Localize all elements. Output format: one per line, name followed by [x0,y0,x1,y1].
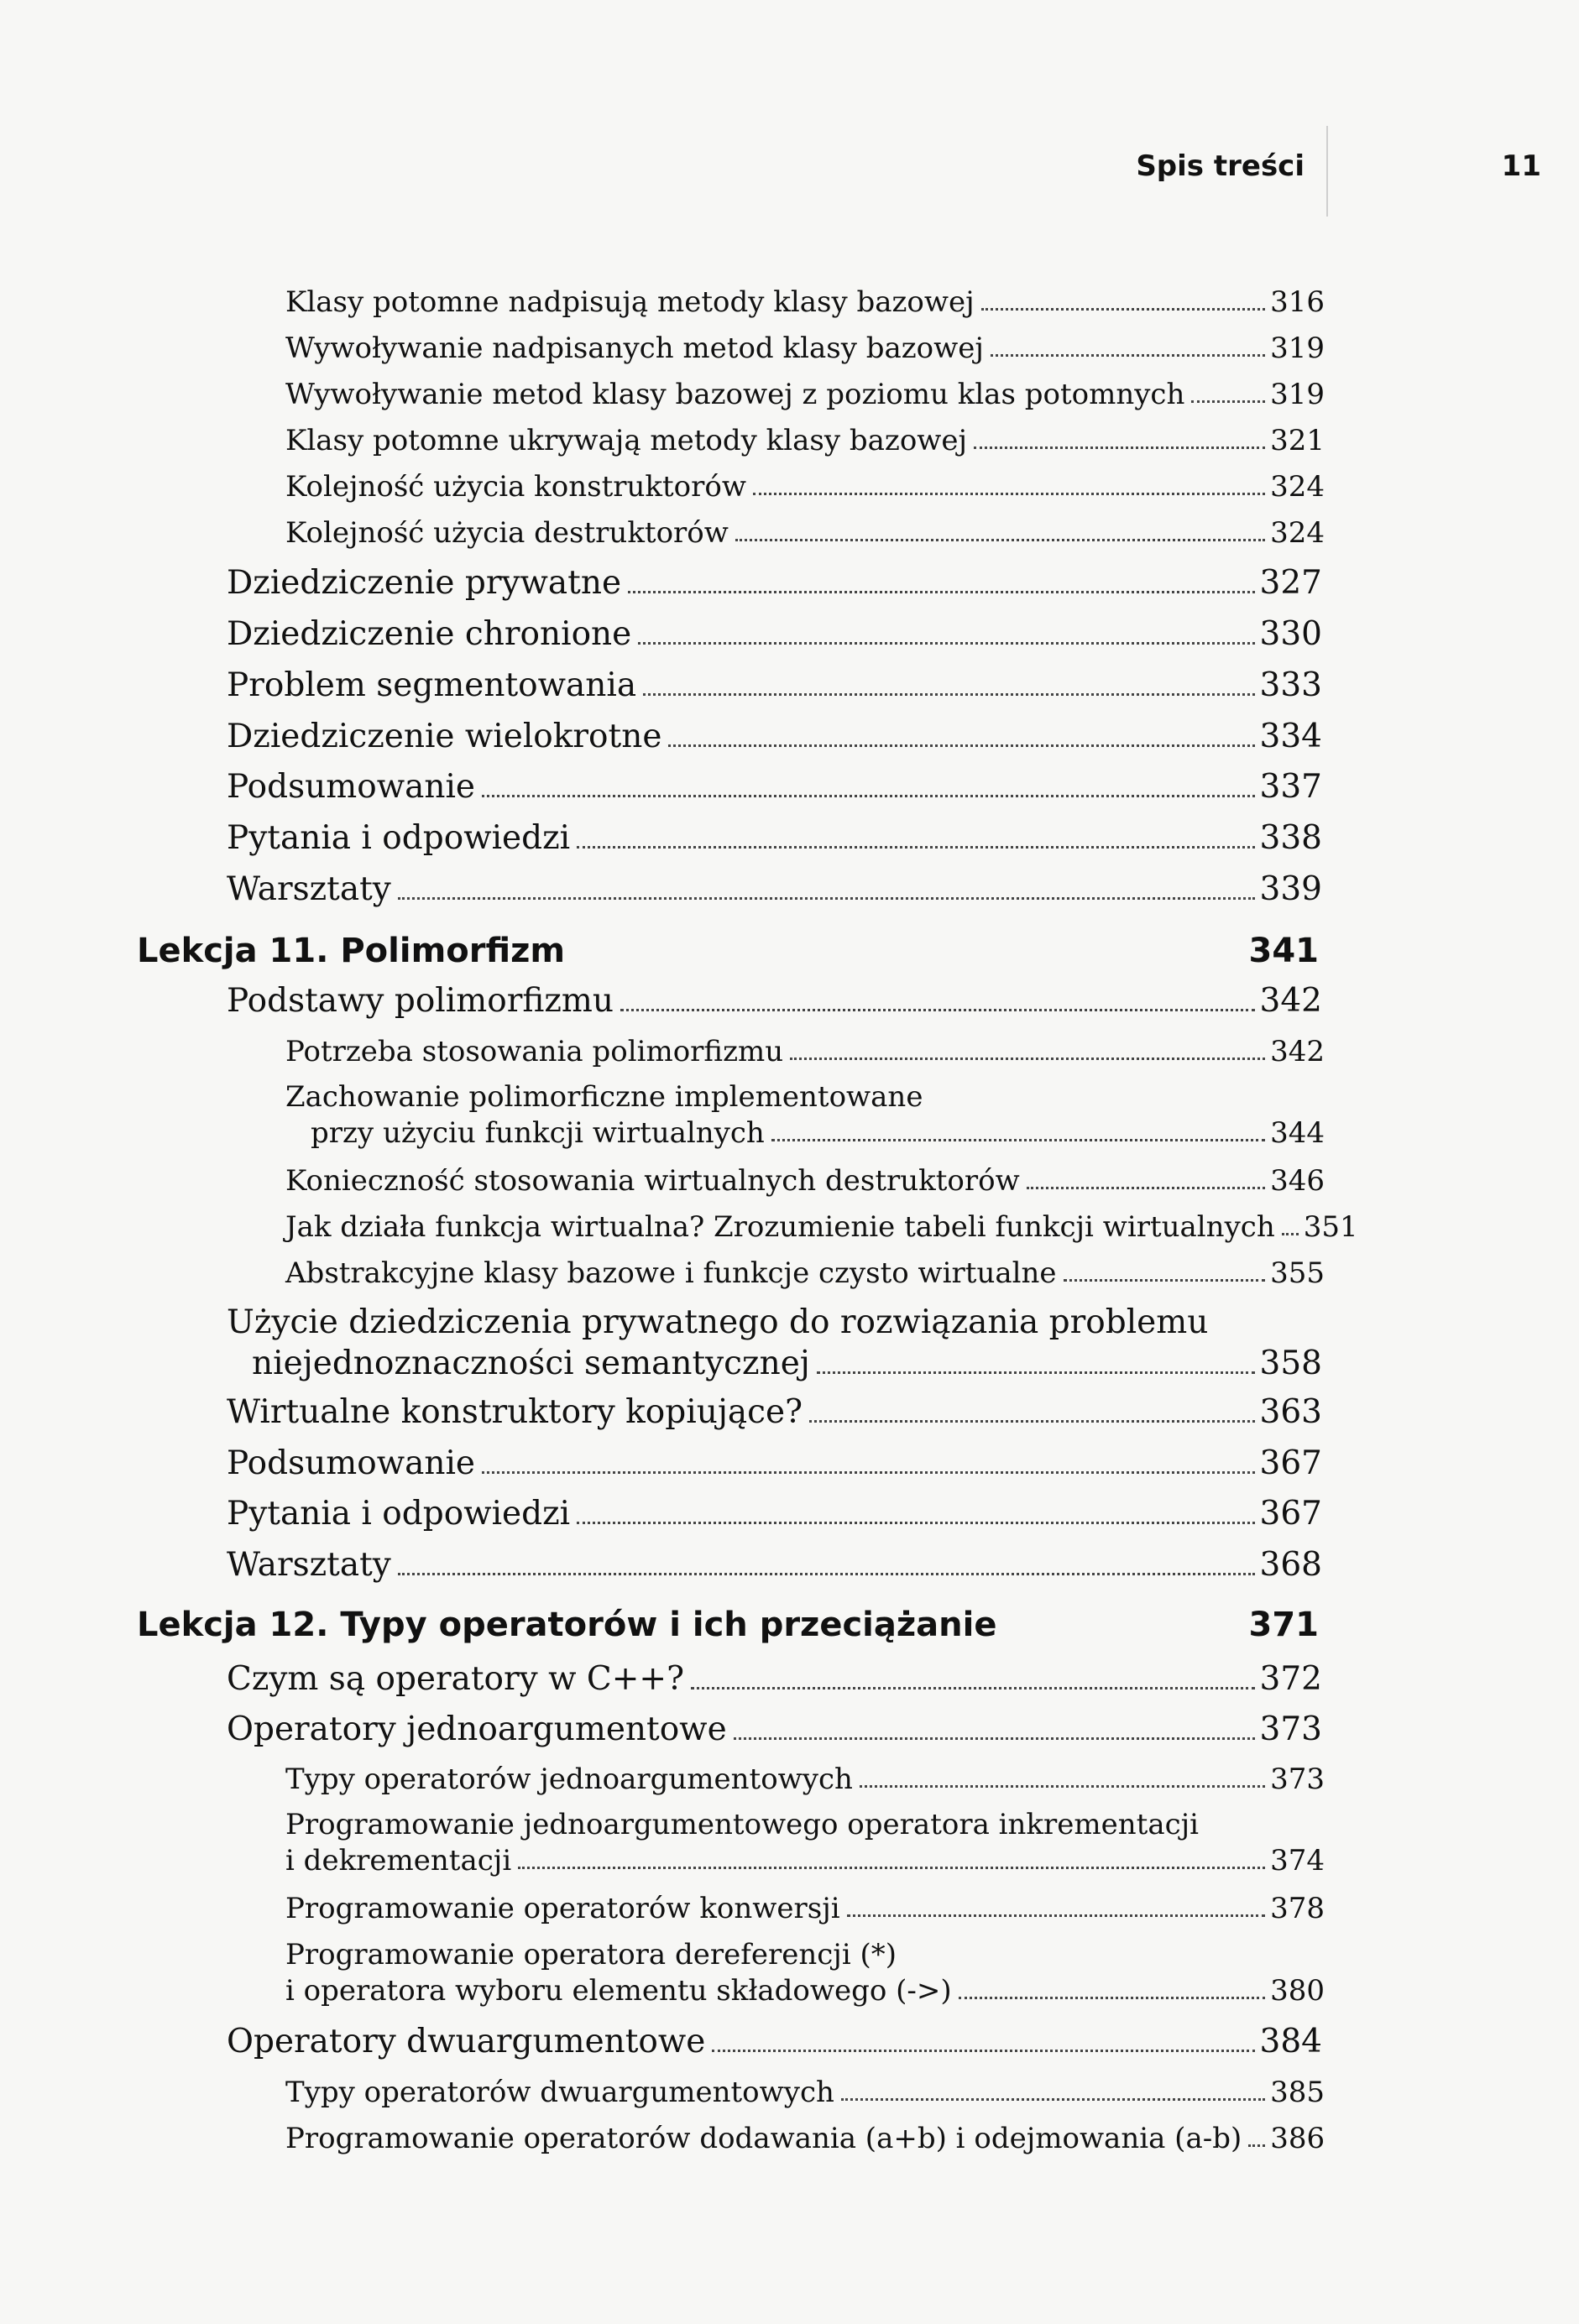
toc-entry-page: 334 [1259,718,1322,755]
toc-entry-page: 339 [1259,870,1322,908]
toc-entry-continuation [227,1345,1322,1382]
page-header [0,149,1579,191]
dot-leader [991,354,1265,357]
toc-entry[interactable] [285,378,1325,411]
toc-entry-page: 337 [1259,768,1322,806]
toc-entry[interactable] [285,1164,1325,1198]
dot-leader [577,846,1254,849]
toc-entry[interactable] [285,285,1325,319]
toc-entry-title: Abstrakcyjne klasy bazowe i funkcje czysto wirtualne [285,1256,1057,1290]
toc-entry-title: Konieczność stosowania wirtualnych destruktorów [285,1164,1020,1198]
toc-entry[interactable] [285,424,1325,457]
dot-leader [482,1471,1255,1474]
toc-entry-page: 319 [1270,378,1325,411]
toc-entry[interactable] [227,1710,1322,1748]
running-title: Spis treści [1136,149,1305,183]
dot-leader [628,591,1255,593]
dot-leader [712,2050,1254,2052]
dot-leader [809,1420,1255,1423]
toc-entry[interactable] [285,516,1325,550]
dot-leader [1027,1187,1265,1189]
toc-entry-page: 330 [1259,615,1322,653]
toc-entry-page: 384 [1259,2023,1322,2060]
toc-entry-page: 363 [1259,1393,1322,1431]
toc-entry-title: Podstawy polimorfizmu [227,982,614,1020]
dot-leader [398,1573,1255,1575]
dot-leader [668,744,1254,747]
toc-entry-page: 373 [1259,1710,1322,1748]
toc-entry-title: Pytania i odpowiedzi [227,819,571,857]
toc-entry-title: Kolejność użycia destruktorów [285,516,729,550]
dot-leader [643,693,1254,696]
toc-entry-page: 344 [1270,1116,1325,1150]
dot-leader [482,795,1255,797]
toc-entry[interactable] [227,1393,1322,1431]
dot-leader [518,1867,1265,1869]
toc-entry-page: 342 [1259,982,1322,1020]
toc-entry-page: 374 [1270,1844,1325,1877]
toc-entry-page: 327 [1259,564,1322,602]
toc-entry-title: Programowanie operatorów konwersji [285,1892,840,1925]
toc-entry-page: 321 [1270,424,1325,457]
toc-entry[interactable] [227,982,1322,1020]
toc-entry-page: 324 [1270,516,1325,550]
toc-entry[interactable] [285,1256,1325,1290]
toc-entry[interactable] [285,332,1325,365]
dot-leader [1282,1233,1299,1235]
toc-entry-page: 368 [1259,1546,1322,1584]
dot-leader [847,1914,1265,1917]
dot-leader [691,1687,1255,1689]
toc-entry-multiline[interactable] [285,1080,1325,1150]
toc-entry[interactable] [227,768,1322,806]
toc-entry[interactable] [227,615,1322,653]
toc-entry[interactable] [227,1444,1322,1482]
dot-leader [1191,400,1265,403]
toc-entry[interactable] [227,870,1322,908]
toc-entry[interactable] [285,2122,1325,2155]
toc-entry-title-line1: Programowanie jednoargumentowego operatora inkrementacji [285,1808,1200,1841]
toc-entry-page: 380 [1270,1974,1325,2008]
toc-entry[interactable] [227,1660,1322,1698]
toc-entry-title: Czym są operatory w C++? [227,1660,684,1698]
dot-leader [734,1737,1255,1740]
toc-entry-page: 319 [1270,332,1325,365]
toc-entry-title-line1: Użycie dziedziczenia prywatnego do rozwiązania problemu [227,1303,1209,1341]
dot-leader [790,1058,1265,1060]
lesson-title: Lekcja 11. Polimorfizm [137,932,566,970]
toc-entry-page: 333 [1259,666,1322,704]
toc-entry-page: 346 [1270,1164,1325,1198]
dot-leader [841,2098,1265,2101]
header-divider [1326,126,1328,217]
toc-entry-page: 342 [1270,1035,1325,1068]
dot-leader [638,642,1254,645]
toc-entry[interactable] [285,1763,1325,1796]
toc-entry-title: Pytania i odpowiedzi [227,1495,571,1533]
toc-entry[interactable] [227,1495,1322,1533]
toc-entry-title: Operatory dwuargumentowe [227,2023,706,2060]
toc-entry[interactable] [227,2023,1322,2060]
dot-leader [959,1997,1265,1999]
toc-entry-title: Podsumowanie [227,1444,476,1482]
toc-entry-title: Klasy potomne ukrywają metody klasy bazowej [285,424,968,457]
toc-entry-continuation [285,1844,1325,1877]
toc-entry[interactable] [227,718,1322,755]
toc-entry-continuation [285,1974,1325,2008]
dot-leader [1064,1279,1266,1282]
toc-entry-page: 372 [1259,1660,1322,1698]
dot-leader [771,1139,1265,1141]
toc-entry-title-line1: Programowanie operatora dereferencji (*) [285,1938,897,1971]
toc-entry-page: 358 [1259,1345,1322,1382]
toc-entry-title: Typy operatorów dwuargumentowych [285,2076,834,2109]
toc-entry-title-line2: i dekrementacji [285,1844,512,1877]
toc-lesson-heading[interactable] [137,1606,1319,1644]
dot-leader [817,1371,1255,1374]
toc-entry-page: 338 [1259,819,1322,857]
toc-entry[interactable] [285,1035,1325,1068]
toc-entry[interactable] [227,666,1322,704]
toc-entry-page: 324 [1270,470,1325,504]
dot-leader [577,1522,1254,1524]
toc-entry-title: Kolejność użycia konstruktorów [285,470,746,504]
toc-entry-title: Podsumowanie [227,768,476,806]
toc-entry[interactable] [227,819,1322,857]
toc-entry[interactable] [285,470,1325,504]
dot-leader [398,897,1255,900]
dot-leader [620,1009,1255,1011]
toc-entry-title: Dziedziczenie chronione [227,615,632,653]
toc-entry-page: 351 [1303,1210,1358,1244]
toc-entry-title: Wirtualne konstruktory kopiujące? [227,1393,803,1431]
toc-entry-title: Warsztaty [227,1546,391,1584]
dot-leader [981,308,1265,311]
toc-entry-continuation [285,1116,1325,1150]
dot-leader [753,493,1265,495]
toc-entry-title: Wywoływanie nadpisanych metod klasy bazowej [285,332,984,365]
toc-entry[interactable] [285,2076,1325,2109]
dot-leader [860,1785,1265,1788]
dot-leader [1248,2144,1265,2147]
toc-entry-title: Jak działa funkcja wirtualna? Zrozumienie tabeli funkcji wirtualnych [285,1210,1275,1244]
toc-entry-title-line2: przy użyciu funkcji wirtualnych [311,1116,765,1150]
toc-entry-page: 355 [1270,1256,1325,1290]
toc-entry-page: 316 [1270,285,1325,319]
toc-entry-title: Problem segmentowania [227,666,637,704]
toc-entry-title: Klasy potomne nadpisują metody klasy bazowej [285,285,975,319]
lesson-title: Lekcja 12. Typy operatorów i ich przeciążanie [137,1606,997,1644]
toc-entry-multiline[interactable] [227,1303,1322,1382]
toc-entry-title: Dziedziczenie wielokrotne [227,718,662,755]
toc-entry[interactable] [285,1892,1325,1925]
toc-entry-multiline[interactable] [285,1808,1325,1877]
toc-entry-title: Warsztaty [227,870,391,908]
toc-entry-title: Typy operatorów jednoargumentowych [285,1763,853,1796]
toc-entry-title-line2: i operatora wyboru elementu składowego (->) [285,1974,952,2008]
toc-entry-page: 367 [1259,1444,1322,1482]
toc-entry-page: 386 [1270,2122,1325,2155]
toc-lesson-heading[interactable] [137,932,1319,970]
lesson-page: 371 [1248,1606,1319,1644]
toc-entry-title: Dziedziczenie prywatne [227,564,622,602]
dot-leader [974,447,1265,449]
toc-entry[interactable] [227,564,1322,602]
toc-entry-page: 378 [1270,1892,1325,1925]
dot-leader [735,539,1265,541]
toc-entry-page: 385 [1270,2076,1325,2109]
toc-entry[interactable] [285,1210,1358,1244]
lesson-page: 341 [1248,932,1319,970]
toc-entry-title: Wywoływanie metod klasy bazowej z poziomu klas potomnych [285,378,1185,411]
toc-entry-page: 367 [1259,1495,1322,1533]
toc-entry[interactable] [227,1546,1322,1584]
toc-entry-page: 373 [1270,1763,1325,1796]
toc-entry-title-line2: niejednoznaczności semantycznej [252,1345,810,1382]
toc-entry-title-line1: Zachowanie polimorficzne implementowane [285,1080,923,1114]
toc-entry-multiline[interactable] [285,1938,1325,2008]
page-number: 11 [1501,149,1541,183]
toc-entry-title: Operatory jednoargumentowe [227,1710,727,1748]
toc-entry-title: Potrzeba stosowania polimorfizmu [285,1035,784,1068]
toc-entry-title: Programowanie operatorów dodawania (a+b) i odejmowania (a-b) [285,2122,1242,2155]
